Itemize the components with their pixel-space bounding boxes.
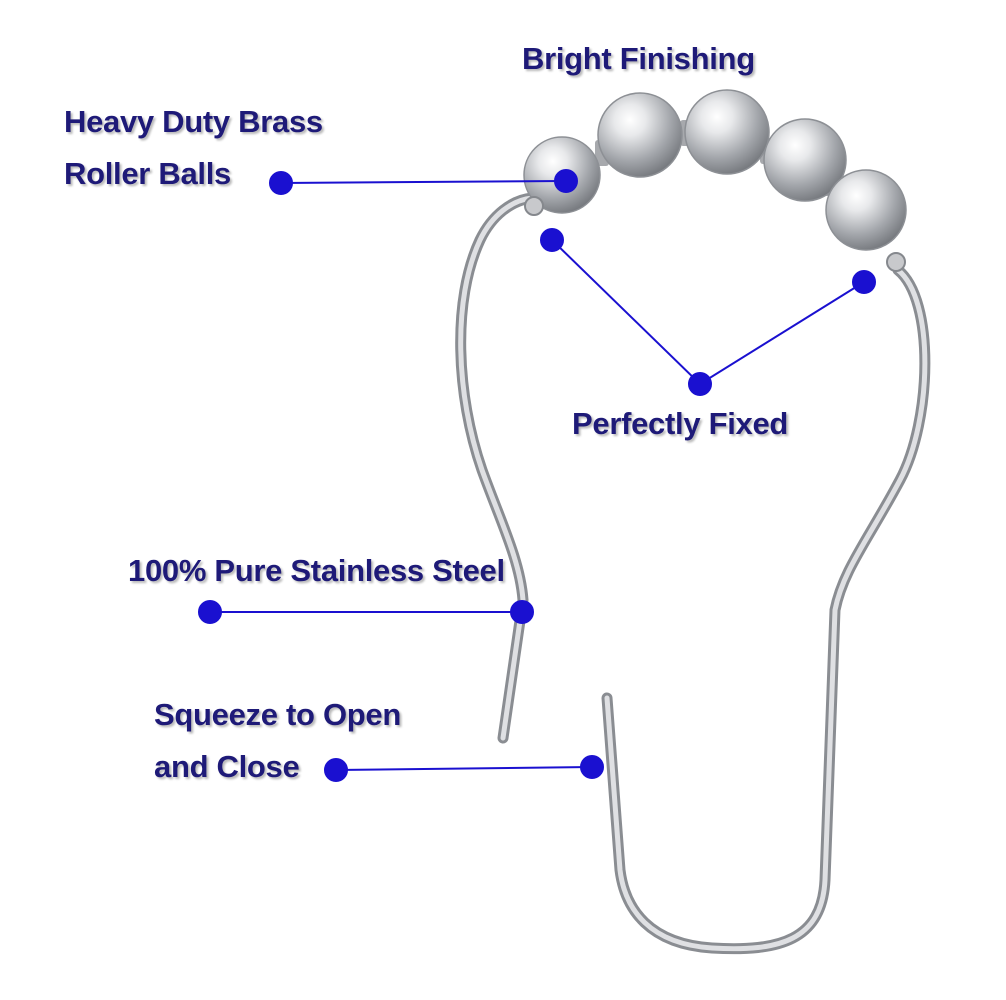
- roller-balls: [524, 90, 906, 271]
- label-stainless-steel: [128, 545, 505, 597]
- callout-line-perfectly-fixed-right: [700, 282, 864, 384]
- roller-ball: [598, 93, 682, 177]
- label-squeeze-line1: Squeeze to Open: [154, 697, 401, 732]
- label-perfectly-fixed-text: Perfectly Fixed: [572, 406, 789, 441]
- wire-end-cap: [887, 253, 905, 271]
- label-bright-finishing-text: Bright Finishing: [522, 41, 755, 76]
- label-roller-balls: [64, 96, 323, 200]
- callout-dot: [199, 601, 221, 623]
- roller-ball: [826, 170, 906, 250]
- callout-dot: [555, 170, 577, 192]
- label-squeeze-open-close: [154, 689, 401, 793]
- callout-dot: [581, 756, 603, 778]
- callout-dot: [541, 229, 563, 251]
- callout-dot: [853, 271, 875, 293]
- callout-line-roller-balls: [281, 181, 566, 183]
- label-bright-finishing: [522, 33, 755, 85]
- callout-dot: [689, 373, 711, 395]
- label-stainless-steel-text: 100% Pure Stainless Steel: [128, 553, 505, 588]
- label-roller-balls-line2: Roller Balls: [64, 156, 231, 191]
- roller-ball: [685, 90, 769, 174]
- wire-end-cap: [525, 197, 543, 215]
- steel-hook: [461, 198, 925, 949]
- label-perfectly-fixed: [572, 398, 788, 450]
- label-squeeze-line2: and Close: [154, 749, 300, 784]
- callout-line-perfectly-fixed-left: [552, 240, 700, 384]
- callout-dot: [511, 601, 533, 623]
- label-roller-balls-line1: Heavy Duty Brass: [64, 104, 323, 139]
